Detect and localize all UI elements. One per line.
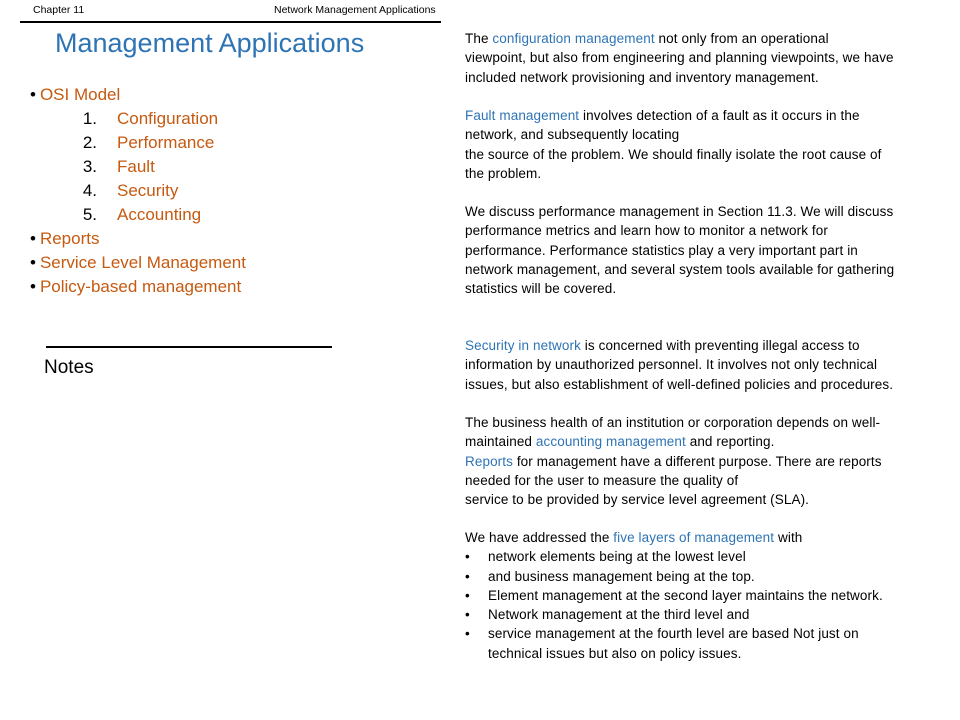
highlight-term: configuration management	[492, 31, 655, 46]
bullet-glyph: •	[465, 568, 470, 584]
osi-item	[30, 107, 246, 131]
list-item	[465, 547, 955, 566]
text-line: network management, and several system tools available for gathering	[465, 261, 895, 277]
text-line: service to be provided by service level agreement (SLA).	[465, 492, 810, 508]
text-run: and reporting.	[685, 434, 775, 450]
osi-item	[30, 155, 246, 179]
osi-item-label: Security	[117, 181, 179, 200]
osi-item-number: 4.	[82, 181, 97, 200]
header-rule	[20, 21, 441, 23]
highlight-term: five layers of management	[613, 530, 775, 545]
osi-label: OSI Model	[39, 85, 121, 104]
list-item	[465, 586, 955, 605]
bullet-glyph: •	[465, 587, 470, 603]
list-item-text: technical issues but also on policy issues.	[488, 645, 742, 661]
text-run: The	[465, 31, 493, 46]
list-item-text: service management at the fourth level are based Not just on	[488, 626, 859, 642]
text-line: the problem.	[465, 165, 542, 181]
list-item-continuation	[465, 644, 955, 663]
slm-label: Service Level Management	[39, 253, 246, 272]
list-item-text: and business management being at the top.	[488, 568, 755, 584]
osi-item-number: 2.	[82, 133, 97, 152]
osi-item-number: 5.	[82, 205, 97, 224]
text-line: The business health of an institution or corporation depends on well-	[465, 415, 881, 430]
text-line: included network provisioning and inventory management.	[465, 69, 819, 85]
text-line: viewpoint, but also from engineering and planning viewpoints, we have	[465, 50, 894, 66]
text-run: We have addressed the	[465, 530, 614, 545]
text-run: not only from an operational	[654, 31, 829, 46]
osi-item-label: Fault	[117, 157, 155, 176]
bullet-glyph: •	[465, 549, 470, 565]
osi-item	[30, 131, 246, 155]
notes-paragraph-accounting	[465, 413, 955, 509]
list-item	[465, 567, 955, 586]
bullet-glyph: •	[30, 229, 36, 248]
list-item-text: network elements being at the lowest level	[488, 549, 746, 565]
outline-item-slm	[30, 251, 246, 275]
text-run: with	[774, 530, 803, 545]
text-run: maintained	[465, 434, 536, 450]
text-run: for management have a different purpose. There are reports	[512, 453, 882, 469]
osi-item	[30, 179, 246, 203]
osi-item-label: Accounting	[117, 205, 202, 224]
text-line: the source of the problem. We should finally isolate the root cause of	[465, 146, 882, 162]
list-item-text: Network management at the third level and	[488, 607, 750, 623]
slide-title: Management Applications	[55, 28, 365, 58]
text-line: statistics will be covered.	[465, 281, 617, 297]
notes-paragraph-configuration	[465, 29, 955, 87]
text-line: network, and subsequently locating	[465, 127, 680, 143]
outline-item-reports	[30, 227, 246, 251]
text-line: issues, but also establishment of well-defined policies and procedures.	[465, 376, 894, 392]
bullet-glyph: •	[465, 607, 470, 623]
notes-paragraph-security	[465, 336, 955, 394]
text-line: performance. Performance statistics play a very important part in	[465, 242, 858, 258]
bullet-glyph: •	[30, 277, 36, 296]
highlight-term: accounting management	[535, 434, 686, 450]
notes-label: Notes	[44, 357, 94, 378]
bullet-glyph: •	[30, 85, 36, 104]
text-line: performance metrics and learn how to monitor a network for	[465, 223, 828, 239]
notes-rule	[46, 346, 332, 348]
policy-label: Policy-based management	[39, 277, 242, 296]
outline-item-policy	[30, 275, 246, 299]
text-line: We discuss performance management in Section 11.3. We will discuss	[465, 204, 894, 219]
slide-outline	[30, 83, 246, 299]
notes-paragraph-layers	[465, 528, 955, 663]
list-item-text: Element management at the second layer maintains the network.	[488, 587, 883, 603]
osi-item-number: 1.	[82, 109, 97, 128]
text-run: is concerned with preventing illegal access to	[580, 338, 860, 353]
text-line: information by unauthorized personnel. It involves not only technical	[465, 357, 878, 373]
reports-label: Reports	[39, 229, 100, 248]
highlight-term: Reports	[465, 453, 513, 469]
chapter-label: Chapter 11	[33, 4, 85, 16]
bullet-glyph: •	[465, 626, 470, 642]
text-run: involves detection of a fault as it occurs in the	[579, 108, 860, 123]
osi-item-label: Performance	[117, 133, 215, 152]
bullet-glyph: •	[30, 253, 36, 272]
list-item	[465, 624, 955, 643]
notes-paragraph-fault	[465, 106, 955, 183]
osi-item-number: 3.	[82, 157, 97, 176]
highlight-term: Fault management	[465, 108, 580, 123]
osi-item-label: Configuration	[117, 109, 219, 128]
text-line: needed for the user to measure the quality of	[465, 472, 739, 488]
header-section-title: Network Management Applications	[274, 4, 436, 16]
osi-item	[30, 203, 246, 227]
highlight-term: Security in network	[465, 338, 581, 353]
notes-paragraph-performance	[465, 202, 955, 298]
list-item	[465, 605, 955, 624]
outline-item-osi	[30, 83, 246, 107]
